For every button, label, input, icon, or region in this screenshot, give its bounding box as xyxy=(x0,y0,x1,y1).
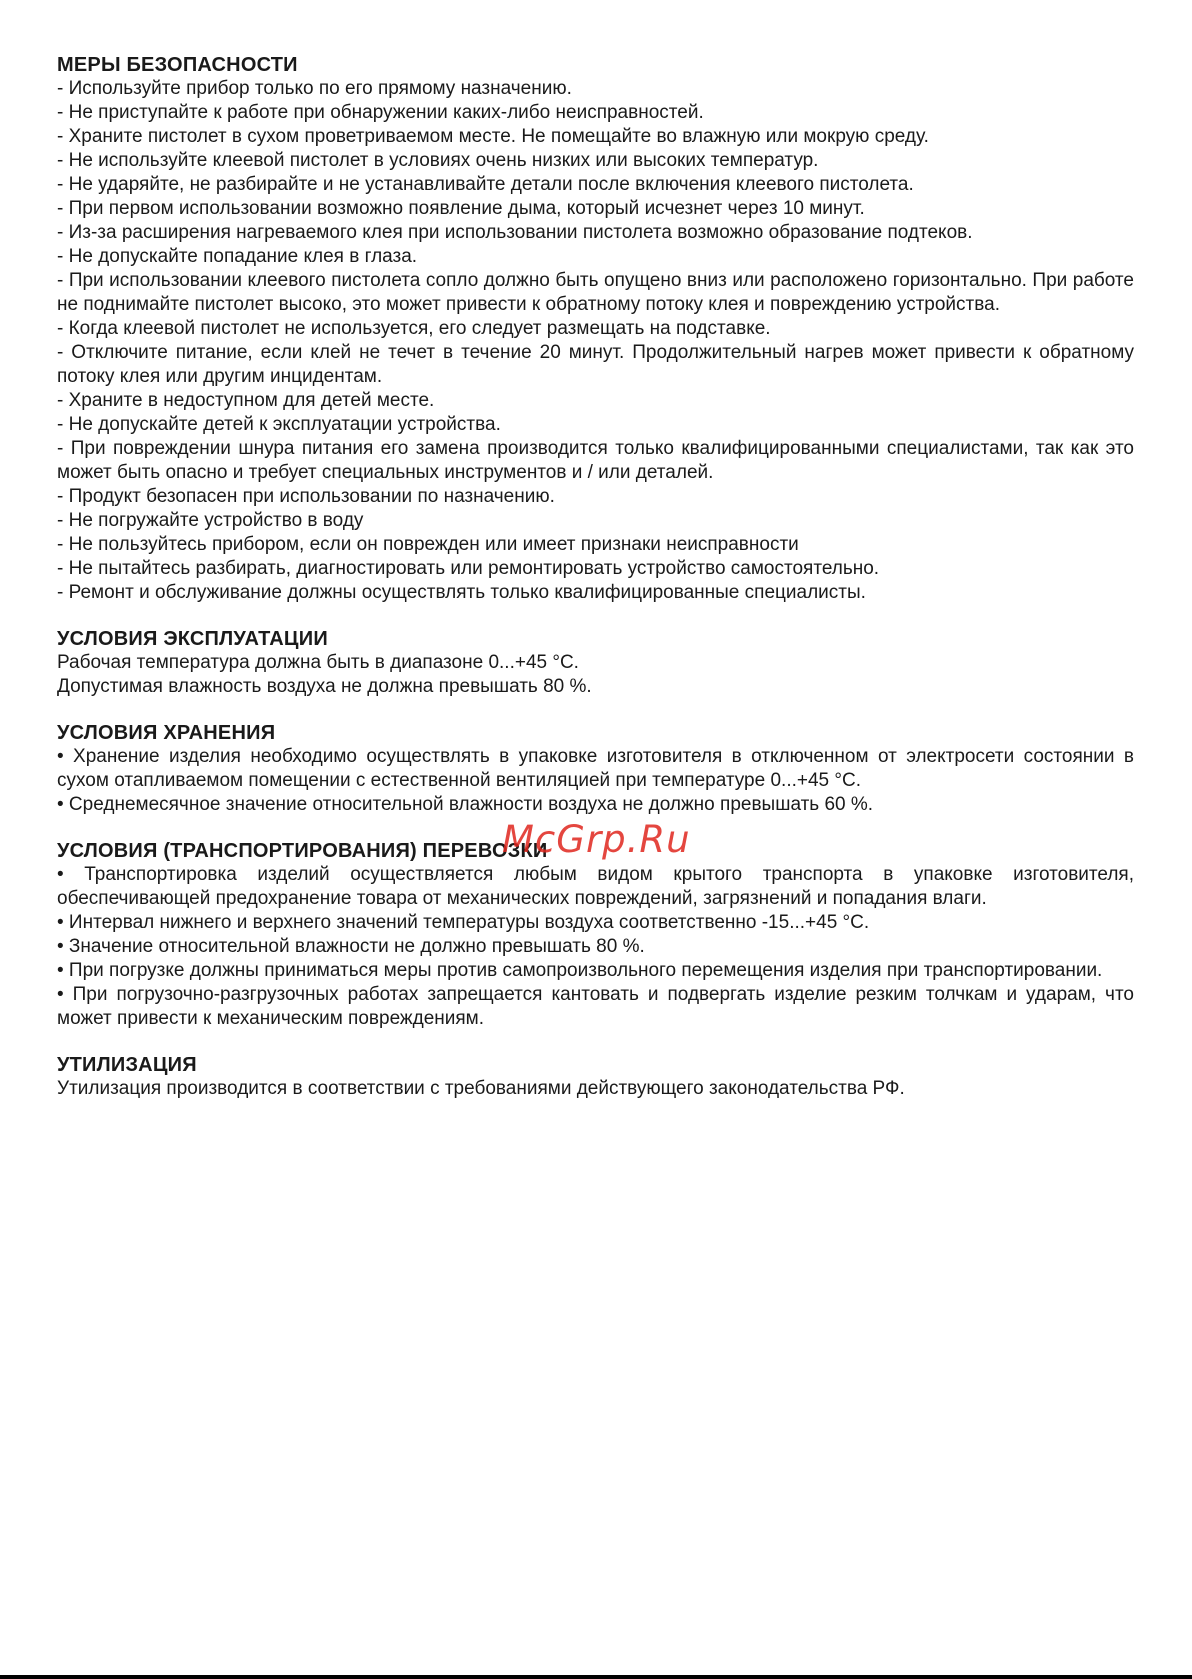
paragraph-line: • Значение относительной влажности не должно превышать 80 %. xyxy=(57,936,645,957)
paragraph-line: - Храните пистолет в сухом проветриваемом месте. Не помещайте во влажную или мокрую среду. xyxy=(57,126,929,147)
section-title: УТИЛИЗАЦИЯ xyxy=(57,1054,197,1076)
paragraph-line: - Не допускайте детей к эксплуатации устройства. xyxy=(57,414,501,435)
section-title: УСЛОВИЯ ЭКСПЛУАТАЦИИ xyxy=(57,628,328,650)
paragraph-line: - Храните в недоступном для детей месте. xyxy=(57,390,435,411)
section xyxy=(57,839,1134,1031)
paragraph-line: - Не допускайте попадание клея в глаза. xyxy=(57,246,418,267)
paragraph-line: • Хранение изделия необходимо осуществлять в упаковке изготовителя в отключенном от электросети состоянии в сухом отапливаемом помещении с естественной вентиляцией при температуре 0...+45 °С. xyxy=(57,746,1134,791)
paragraph-line: - Из-за расширения нагреваемого клея при использовании пистолета возможно образование подтеков. xyxy=(57,222,973,243)
paragraph-line: Рабочая температура должна быть в диапазоне 0...+45 °С. xyxy=(57,652,579,673)
section xyxy=(57,721,1134,817)
paragraph-line: - Отключите питание, если клей не течет в течение 20 минут. Продолжительный нагрев может привести к обратному потоку клея или другим инцидентам. xyxy=(57,342,1134,387)
section xyxy=(57,1053,1134,1101)
section xyxy=(57,627,1134,699)
paragraph-line: - Не погружайте устройство в воду xyxy=(57,510,364,531)
paragraph-line: - Не пользуйтесь прибором, если он поврежден или имеет признаки неисправности xyxy=(57,534,799,555)
paragraph-line: - Ремонт и обслуживание должны осуществлять только квалифицированные специалисты. xyxy=(57,582,866,603)
paragraph-line: - Не приступайте к работе при обнаружении каких-либо неисправностей. xyxy=(57,102,704,123)
paragraph-line: - Когда клеевой пистолет не используется, его следует размещать на подставке. xyxy=(57,318,771,339)
paragraph-line: • Транспортировка изделий осуществляется любым видом крытого транспорта в упаковке изготовителя, обеспечивающей предохранение товара от механических повреждений, загрязнений и попадания влаги. xyxy=(57,864,1134,909)
paragraph-line: • При погрузочно-разгрузочных работах запрещается кантовать и подвергать изделие резким толчкам и ударам, что может привести к механическим повреждениям. xyxy=(57,984,1134,1029)
paragraph-line: - Продукт безопасен при использовании по назначению. xyxy=(57,486,555,507)
section-title: УСЛОВИЯ (ТРАНСПОРТИРОВАНИЯ) ПЕРЕВОЗКИ xyxy=(57,840,548,862)
paragraph-line: - При первом использовании возможно появление дыма, который исчезнет через 10 минут. xyxy=(57,198,865,219)
paragraph-line: • Интервал нижнего и верхнего значений температуры воздуха соответственно -15...+45 °С. xyxy=(57,912,870,933)
paragraph-line: - Не ударяйте, не разбирайте и не устанавливайте детали после включения клеевого пистолета. xyxy=(57,174,914,195)
paragraph-line: - При повреждении шнура питания его замена производится только квалифицированными специалистами, так как это может быть опасно и требует специальных инструментов и / или деталей. xyxy=(57,438,1134,483)
bottom-divider xyxy=(0,1675,1192,1679)
paragraph-line: - Используйте прибор только по его прямому назначению. xyxy=(57,78,572,99)
paragraph-line: • При погрузке должны приниматься меры против самопроизвольного перемещения изделия при транспортировании. xyxy=(57,960,1103,981)
section-title: МЕРЫ БЕЗОПАСНОСТИ xyxy=(57,54,298,76)
paragraph-line: - Не используйте клеевой пистолет в условиях очень низких или высоких температур. xyxy=(57,150,819,171)
document-body xyxy=(57,53,1134,1123)
section-title: УСЛОВИЯ ХРАНЕНИЯ xyxy=(57,722,276,744)
paragraph-line: - При использовании клеевого пистолета сопло должно быть опущено вниз или расположено горизонтально. При работе не поднимайте пистолет высоко, это может привести к обратному потоку клея и повреждению устройства. xyxy=(57,270,1134,315)
section xyxy=(57,53,1134,605)
watermark-logo: McGrp.Ru xyxy=(502,818,691,861)
paragraph-line: - Не пытайтесь разбирать, диагностировать или ремонтировать устройство самостоятельно. xyxy=(57,558,880,579)
paragraph-line: Утилизация производится в соответствии с требованиями действующего законодательства РФ. xyxy=(57,1078,905,1099)
paragraph-line: Допустимая влажность воздуха не должна превышать 80 %. xyxy=(57,676,592,697)
paragraph-line: • Среднемесячное значение относительной влажности воздуха не должно превышать 60 %. xyxy=(57,794,874,815)
